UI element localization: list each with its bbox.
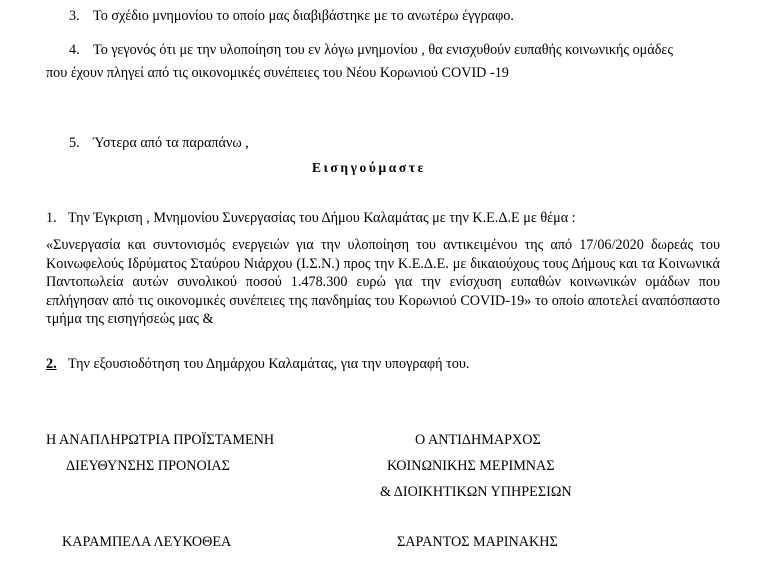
list-text: Την Έγκριση , Μνημονίου Συνεργασίας του Δήμου Καλαμάτας με την Κ.Ε.Δ.Ε με θέμα : [68, 210, 576, 226]
list-number: 2. [46, 356, 57, 372]
proposal-2 [46, 355, 469, 373]
list-number: 5. [69, 135, 80, 151]
list-text: Το γεγονός ότι με την υλοποίηση του εν λόγω μνημονίου , θα ενισχυθούν ευπαθής κοινωνικής ομάδες [93, 42, 673, 58]
list-text: Ύστερα από τα παραπάνω , [93, 135, 249, 151]
signature-left-department: ΔΙΕΥΘΥΝΣΗΣ ΠΡΟΝΟΙΑΣ [66, 458, 230, 474]
signature-left-title: Η ΑΝΑΠΛΗΡΩΤΡΙΑ ΠΡΟΪΣΤΑΜΕΝΗ [46, 432, 275, 448]
signature-left-name: ΚΑΡΑΜΠΕΛΑ ΛΕΥΚΟΘΕΑ [62, 534, 232, 550]
list-number: 3. [69, 8, 80, 24]
signature-right-title: Ο ΑΝΤΙΔΗΜΑΡΧΟΣ [415, 432, 541, 448]
section-heading: Εισηγούμαστε [312, 160, 426, 175]
quoted-subject-paragraph: «Συνεργασία και συντονισμός ενεργειών για την υλοποίηση του αντικειμένου της από 17/06/2020 δωρεάς του Κοινωφελούς Ιδρύματος Σταύρου Νιάρχου (Ι.Σ.Ν.) προς την Κ.Ε.Δ.Ε. με δικαιούχους τους Δήμους και τα Κοινωνικά Παντοπωλεία αυτών συνολικού ποσού 1.478.300 ευρώ για την ενίσχυση ευπαθών κοινωνικών ομάδων που επλήγησαν από τις οικονομικές συνέπειες της πανδημίας του Κορωνιού COVID-19» το οποίο αποτελεί αναπόσπαστο τμήμα της εισηγήσεώς μας & [46, 237, 720, 327]
list-item-5 [69, 134, 249, 152]
signature-right-name: ΣΑΡΑΝΤΟΣ ΜΑΡΙΝΑΚΗΣ [397, 534, 558, 550]
list-item-4 [69, 41, 673, 59]
list-text: Την εξουσιοδότηση του Δημάρχου Καλαμάτας, για την υπογραφή του. [68, 356, 470, 372]
list-item-4-continuation: που έχουν πληγεί από τις οικονομικές συνέπειες του Νέου Κορωνιού COVID -19 [46, 65, 509, 81]
proposal-1 [46, 209, 576, 227]
list-text: Το σχέδιο μνημονίου το οποίο μας διαβιβάστηκε με το ανωτέρω έγγραφο. [93, 8, 514, 24]
signature-right-department-2: & ΔΙΟΙΚΗΤΙΚΩΝ ΥΠΗΡΕΣΙΩΝ [380, 484, 572, 500]
list-number: 1. [46, 210, 57, 226]
list-item-3 [69, 7, 514, 25]
signature-right-department: ΚΟΙΝΩΝΙΚΗΣ ΜΕΡΙΜΝΑΣ [387, 458, 555, 474]
list-number: 4. [69, 42, 80, 58]
